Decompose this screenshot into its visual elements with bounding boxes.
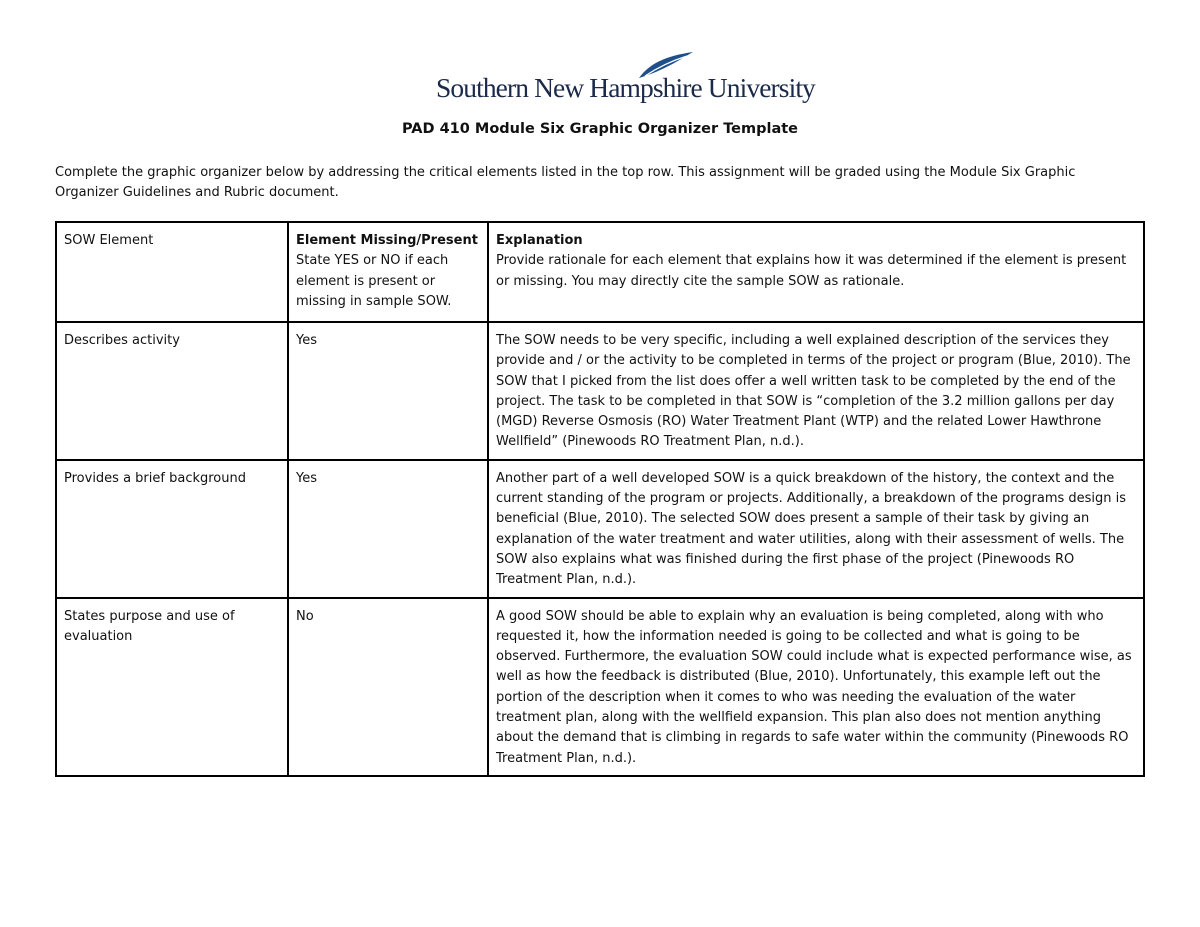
- row-presence-cell: Yes: [288, 460, 488, 598]
- table-row: [56, 460, 1144, 598]
- header-presence-description: State YES or NO if each element is present or missing in sample SOW.: [296, 253, 452, 309]
- header-element-missing-present: [288, 222, 488, 322]
- row-element-cell: Describes activity: [56, 322, 288, 460]
- row-explanation-cell: The SOW needs to be very specific, including a well explained description of the services they provide and / or the activity to be completed in terms of the project or program (Blue, 2010). The SOW that I picked from the list does offer a well written task to be completed by the end of the project. The task to be completed in that SOW is “completion of the 3.2 million gallons per day (MGD) Reverse Osmosis (RO) Water Treatment Plant (WTP) and the related Lower Hawthrone Wellfield” (Pinewoods RO Treatment Plan, n.d.).: [488, 322, 1144, 460]
- graphic-organizer-table: [55, 221, 1145, 777]
- university-logo: [430, 50, 815, 106]
- table-header-row: [56, 222, 1144, 322]
- row-presence-cell: Yes: [288, 322, 488, 460]
- table-row: [56, 598, 1144, 776]
- row-presence-cell: No: [288, 598, 488, 776]
- header-explanation-title: Explanation: [496, 233, 583, 248]
- instructions-paragraph: Complete the graphic organizer below by addressing the critical elements listed in the top row. This assignment will be graded using the Module Six Graphic Organizer Guidelines and Rubric document.: [55, 165, 1076, 200]
- header-explanation-description: Provide rationale for each element that explains how it was determined if the element is present or missing. You may directly cite the sample SOW as rationale.: [496, 253, 1127, 289]
- logo-wordmark: Southern New Hampshire University: [436, 72, 815, 103]
- header-sow-element: SOW Element: [56, 222, 288, 322]
- header-explanation: [488, 222, 1144, 322]
- row-element-cell: States purpose and use of evaluation: [56, 598, 288, 776]
- row-explanation-cell: A good SOW should be able to explain why an evaluation is being completed, along with who requested it, how the information needed is going to be collected and what is going to be observed. Furthermore, the evaluation SOW could include what is expected performance wise, as well as how the feedback is distributed (Blue, 2010). Unfortunately, this example left out the portion of the description when it comes to who was needing the evaluation of the water treatment plan, along with the wellfield expansion. This plan also does not mention anything about the demand that is climbing in regards to safe water within the community (Pinewoods RO Treatment Plan, n.d.).: [488, 598, 1144, 776]
- table-row: [56, 322, 1144, 460]
- row-explanation-cell: Another part of a well developed SOW is a quick breakdown of the history, the context and the current standing of the program or projects. Additionally, a breakdown of the programs design is beneficial (Blue, 2010). The selected SOW does present a sample of their task by giving an explanation of the water treatment and water utilities, along with their assessment of wells. The SOW also explains what was finished during the first phase of the project (Pinewoods RO Treatment Plan, n.d.).: [488, 460, 1144, 598]
- row-element-cell: Provides a brief background: [56, 460, 288, 598]
- document-title: PAD 410 Module Six Graphic Organizer Template: [401, 121, 799, 137]
- header-presence-title: Element Missing/Present: [296, 233, 478, 248]
